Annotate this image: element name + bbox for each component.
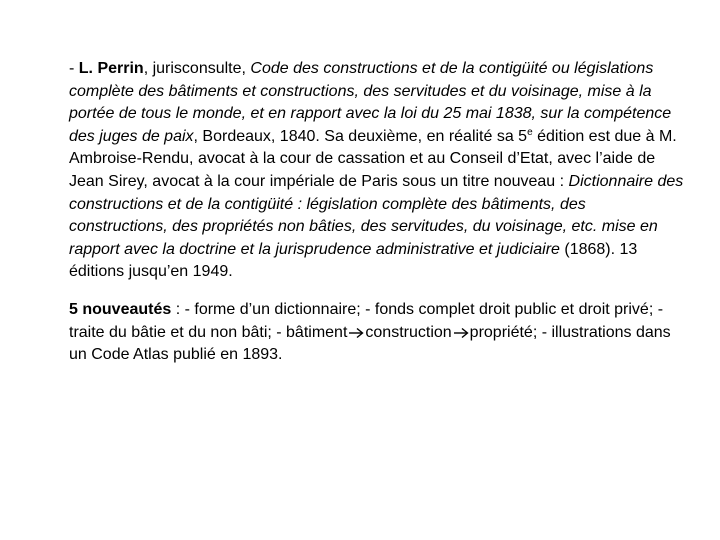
word-construction: construction <box>365 323 452 341</box>
right-arrow-icon <box>453 327 469 339</box>
book-title: Code des constructions et de la contigüité ou législations complète des bâtiments et constructions, des servitudes et du voisinage, mise à la portée de tous le monde, et en rapport avec la loi du 25 mai 1838, sur la compétence des juges de paix <box>69 60 672 145</box>
nouveautes-list: : - forme d’un dictionnaire; - fonds complet droit public et droit privé; - traite du bâtie et du non bâti; - bâtiment <box>69 300 664 341</box>
edition-superscript: e <box>527 126 533 138</box>
edition-text: , Bordeaux, 1840. Sa deuxième, en réalité sa 5 <box>193 127 528 145</box>
dictionary-title: Dictionnaire des constructions et de la contigüité : législation complète des bâtiments, des constructions, des propriétés non bâties, des servitudes, du voisinage, etc. mise en rapport avec la doctrine et la jurisprudence administrative et judiciaire <box>69 172 684 258</box>
paragraph-nouveautes <box>69 299 685 367</box>
paragraph-perrin-code <box>69 58 685 284</box>
nouveautes-heading: 5 nouveautés <box>69 300 172 318</box>
author-role: , jurisconsulte, <box>143 60 251 77</box>
edition-text-continued: édition est due à M. Ambroise-Rendu, avocat à la cour de cassation et au Conseil d’Etat, avec l’aide de Jean Sirey, avocat à la cour impériale de Paris sous un titre nouveau : <box>69 127 677 190</box>
slide-body <box>69 58 685 367</box>
word-propriete: propriété <box>469 323 533 341</box>
author-name: L. Perrin <box>78 60 144 77</box>
nouveautes-tail: ; - illustrations dans un Code Atlas publié en 1893. <box>69 323 671 364</box>
dash-prefix: - <box>69 60 79 77</box>
closing-text: (1868). 13 éditions jusqu’en 1949. <box>69 240 638 281</box>
right-arrow-icon <box>348 327 364 339</box>
